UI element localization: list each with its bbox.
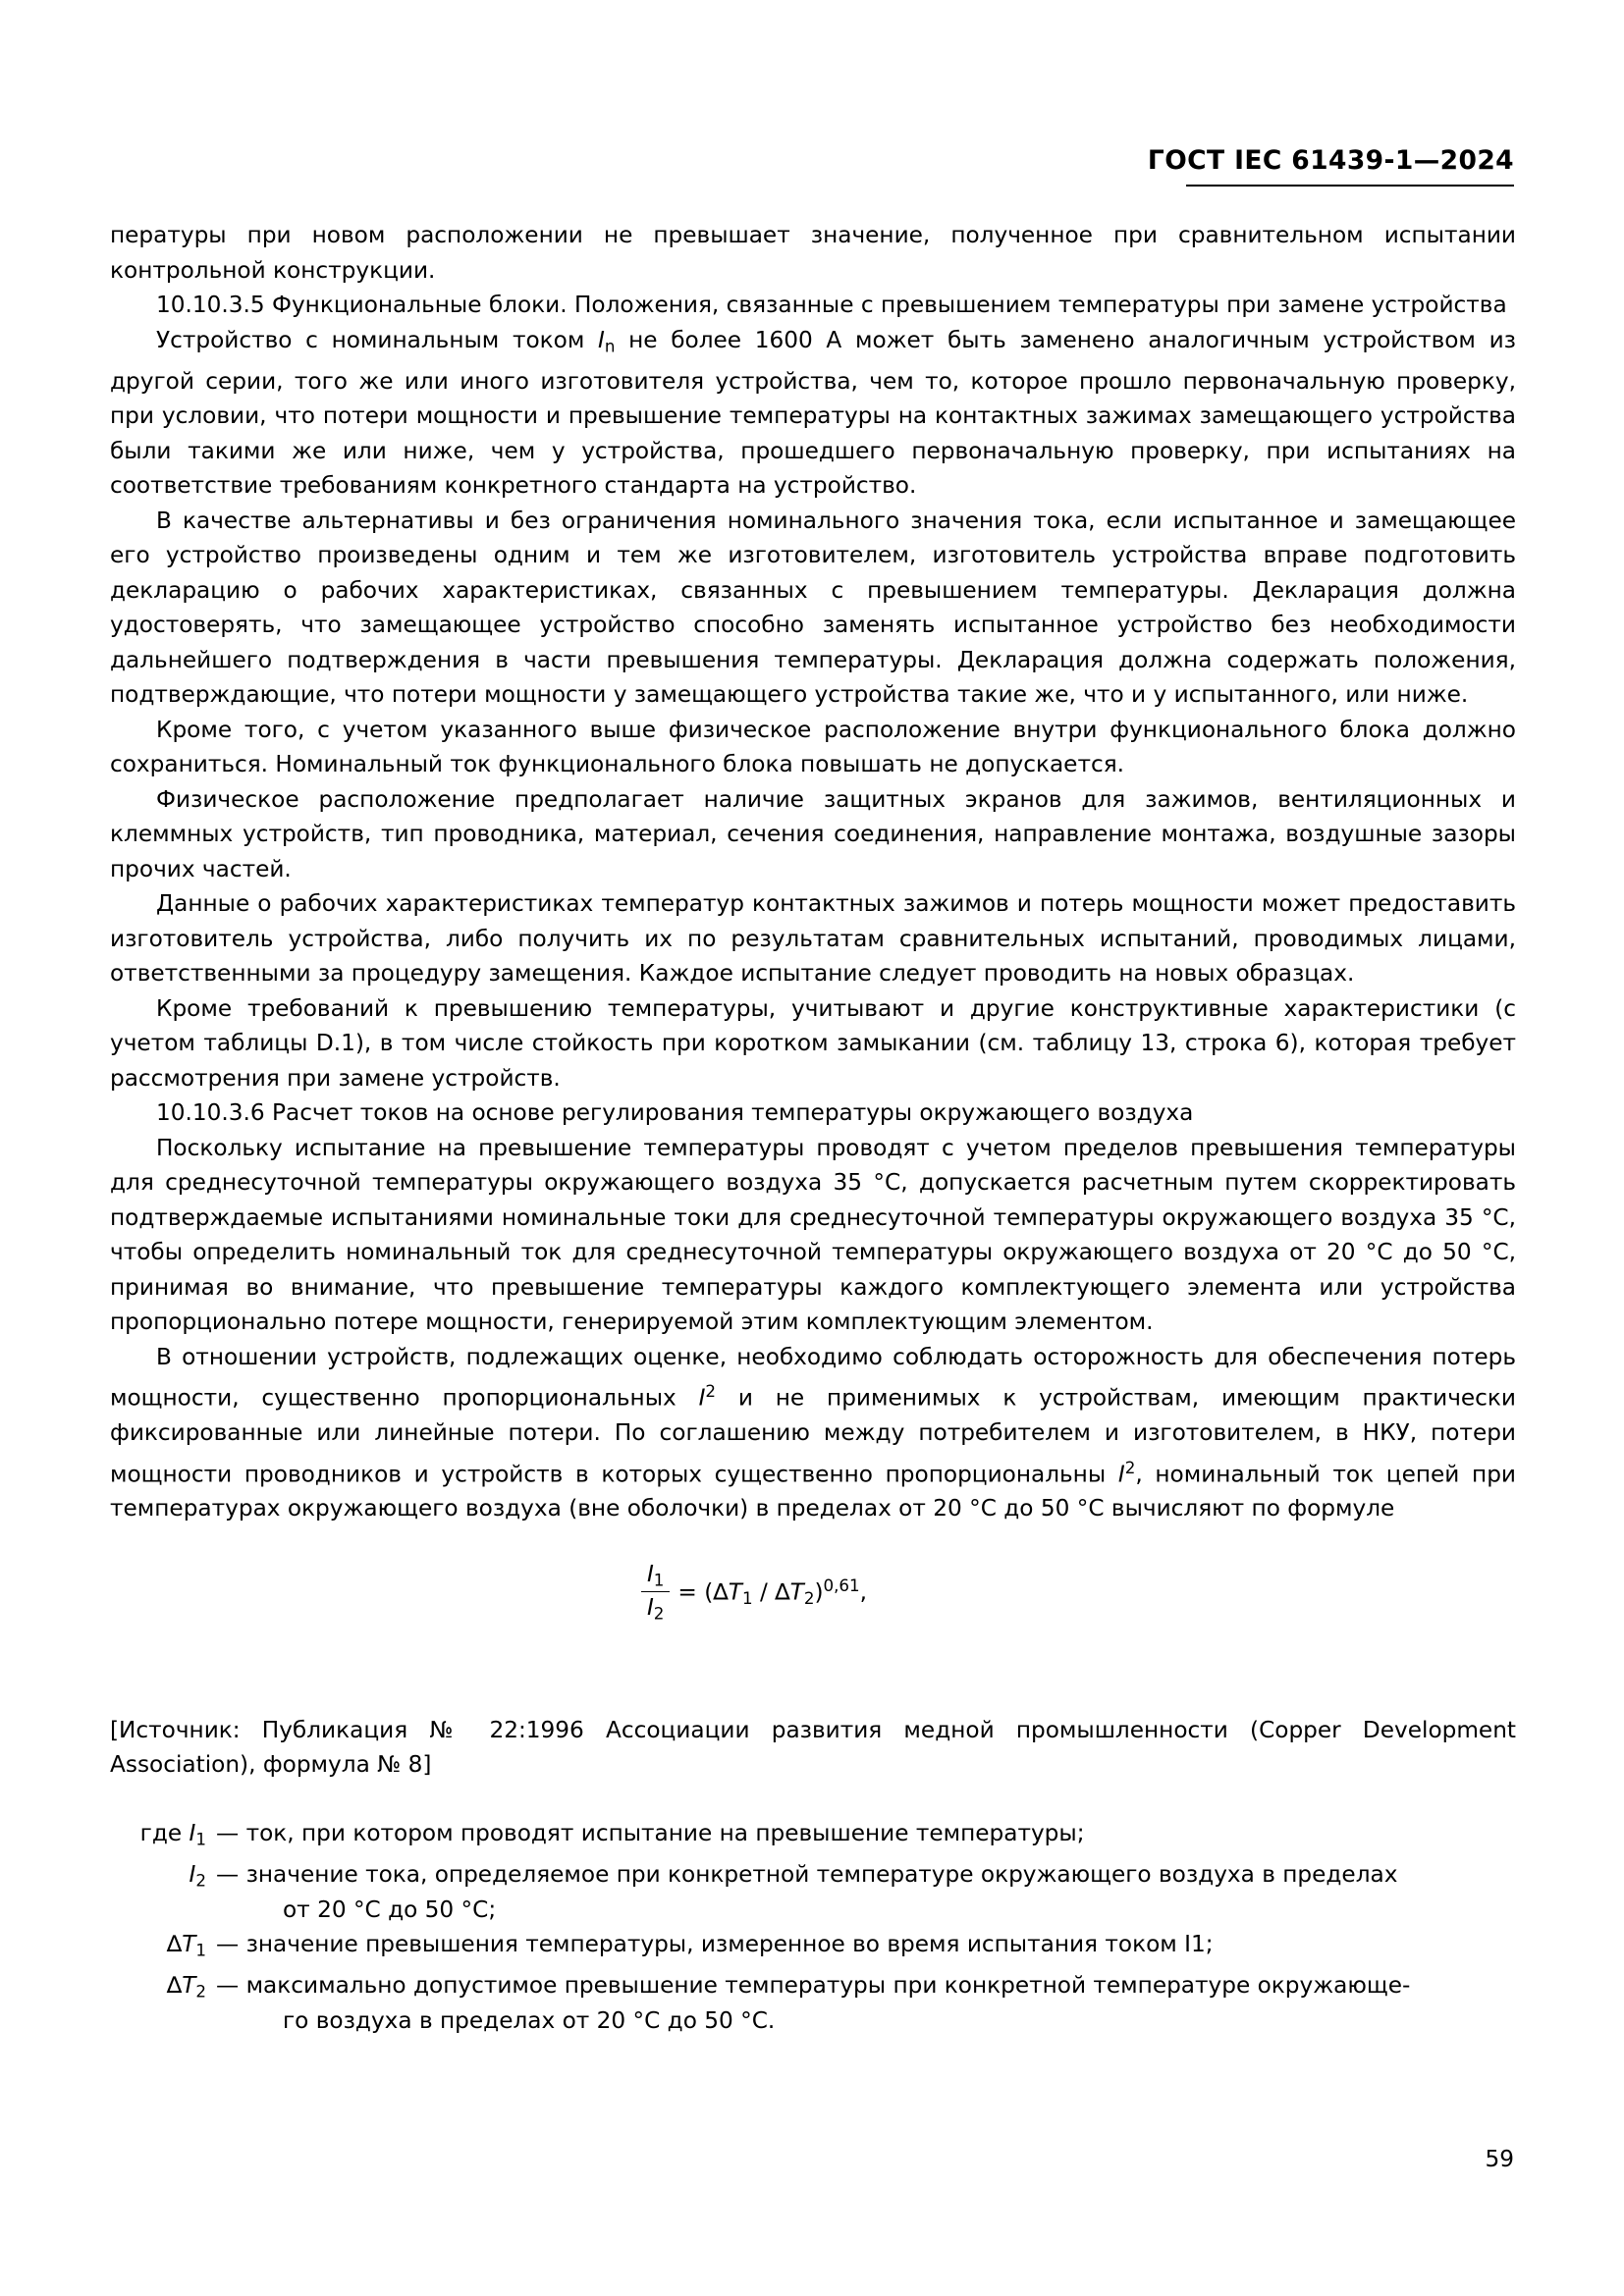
- where-text-continued: от 20 °C до 50 °C;: [283, 1896, 497, 1923]
- denominator-subscript: 2: [653, 1604, 665, 1625]
- formula-right-side: [677, 1576, 867, 1607]
- where-row-delta-t1: [110, 1927, 1516, 1968]
- paragraph-continued: пературы при новом расположении не превышает значение, полученное при сравнительном испытании контрольной конструкции.: [110, 222, 1516, 284]
- where-dash: —: [216, 1931, 246, 1958]
- numerator-symbol: I: [646, 1560, 654, 1587]
- header-divider: [1186, 185, 1514, 187]
- temp-subscript-2: 2: [803, 1588, 815, 1609]
- page-number: 59: [1485, 2146, 1514, 2172]
- text-fragment: и не применимых к устройствам, имеющим практически фиксированные или линейные потери. По соглашению между потребителем и изготовителем, в НКУ, потери мощности проводников и устройств в которых существенно пропорциональны: [110, 1384, 1516, 1487]
- delta-2: ∆: [775, 1578, 790, 1606]
- closing-paren: ): [814, 1578, 824, 1606]
- where-definition-i2: [216, 1857, 1516, 1927]
- text-fragment: В отношении устройств, подлежащих оценке, необходимо соблюдать осторожность для обеспечения потерь мощности, существенно пропорциональных: [110, 1343, 1516, 1412]
- where-row-i1: [110, 1816, 1516, 1857]
- where-symbol-glyph: I: [189, 1861, 196, 1889]
- where-definitions: [110, 1816, 1516, 2038]
- temp-subscript-1: 1: [741, 1588, 753, 1609]
- where-text: значение тока, определяемое при конкретной температуре окружающего воздуха в пределах: [245, 1861, 1398, 1889]
- paragraph-ambient-temperature: Поскольку испытание на превышение температуры проводят с учетом пределов превышения температуры для среднесуточной температуры окружающего воздуха 35 °C, допускается расчетным путем скорректировать подтверждаемые испытаниями номинальные токи для среднесуточной температуры окружающего воздуха 35 °C, чтобы определить номинальный ток для среднесуточной температуры окружающего воздуха от 20 °C до 50 °C, принимая во внимание, что превышение температуры каждого комплектующего элемента или устройства пропорционально потере мощности, генерируемой этим комплектующим элементом.: [110, 1134, 1516, 1336]
- exponent-value: 0,61: [823, 1575, 860, 1596]
- clause-10-10-3-6-heading: 10.10.3.6 Расчет токов на основе регулирования температуры окружающего воздуха: [156, 1099, 1194, 1127]
- superscript-2-a: 2: [705, 1381, 717, 1402]
- where-symbol-i2: [110, 1857, 216, 1898]
- where-dash: —: [216, 1861, 246, 1889]
- paragraph-alternative-declaration: В качестве альтернативы и без ограничения номинального значения тока, если испытанное и замещающее его устройство произведены одним и тем же изготовителем, изготовитель устройства вправе подготовить декларацию о рабочих характеристиках, связанных с превышением температуры. Декларация должна удостоверять, что замещающее устройство способно заменять испытанное устройство без необходимости дальнейшего подтверждения в части превышения температуры. Декларация должна содержать положения, подтверждающие, что потери мощности у замещающего устройства такие же, что и у испытанного, или ниже.: [110, 507, 1516, 709]
- text-fragment: , номинальный ток цепей при температурах окружающего воздуха (вне оболочки) в пределах от 20 °C до 50 °C вычисляют по формуле: [110, 1460, 1516, 1522]
- text-fragment: не более 1600 A может быть заменено аналогичным устройством из другой серии, того же или иного изготовителя устройства, чем то, которое прошло первоначальную проверку, при условии, что потери мощности и превышение температуры на контактных зажимах замещающего устройства были такими же или ниже, чем у устройства, прошедшего первоначальную проверку, при испытаниях на соответствие требованиям конкретного стандарта на устройство.: [110, 326, 1516, 500]
- where-definition-i1: [216, 1816, 1516, 1851]
- subscript-n: n: [604, 336, 616, 356]
- symbol-current-squared-2: I: [1117, 1460, 1125, 1487]
- paragraph-device-replacement: [110, 323, 1516, 504]
- where-text: значение превышения температуры, измеренное во время испытания током I1;: [245, 1931, 1214, 1958]
- source-text: [Источник: Публикация № 22:1996 Ассоциации развития медной промышленности (Copper Development Association), формула № 8]: [110, 1716, 1516, 1779]
- superscript-2-b: 2: [1124, 1457, 1136, 1477]
- paragraph-physical-arrangement: Кроме того, с учетом указанного выше физическое расположение внутри функционального блока должно сохраниться. Номинальный ток функционального блока повышать не допускается.: [110, 716, 1516, 778]
- where-symbol-subscript: 1: [195, 1829, 206, 1849]
- where-intro-word: где: [139, 1819, 189, 1846]
- where-symbol-i1: [110, 1816, 216, 1857]
- fraction-denominator: [641, 1592, 670, 1623]
- temp-symbol-1: T: [728, 1578, 742, 1606]
- where-row-delta-t2: [110, 1968, 1516, 2038]
- formula-current-ratio: [641, 1562, 867, 1624]
- symbol-current-in: I: [598, 326, 605, 353]
- where-symbol-glyph: I: [189, 1819, 196, 1846]
- formula-block: [110, 1562, 1516, 1670]
- numerator-subscript: 1: [653, 1570, 665, 1590]
- where-row-i2: [110, 1857, 1516, 1927]
- formula-comma: ,: [859, 1578, 868, 1606]
- denominator-symbol: I: [646, 1594, 654, 1622]
- text-fragment: Устройство с номинальным током: [156, 326, 599, 353]
- where-text-continued: го воздуха в пределах от 20 °C до 50 °C.: [283, 2006, 776, 2034]
- where-text: ток, при котором проводят испытание на превышение температуры;: [245, 1819, 1085, 1846]
- where-symbol-subscript: 1: [195, 1940, 206, 1960]
- paragraph-performance-data: Данные о рабочих характеристиках температур контактных зажимов и потерь мощности может предоставить изготовитель устройства, либо получить их по результатам сравнительных испытаний, проводимых лицами, ответственными за процедуру замещения. Каждое испытание следует проводить на новых образцах.: [110, 890, 1516, 988]
- page-content: [110, 218, 1516, 2038]
- formula-source-note: [110, 1713, 1516, 1783]
- where-definition-delta-t2: [216, 1968, 1516, 2038]
- where-symbol-delta-t1: [110, 1927, 216, 1968]
- paragraph-arrangement-details: Физическое расположение предполагает наличие защитных экранов для зажимов, вентиляционных и клеммных устройств, тип проводника, материал, сечения соединения, направление монтажа, воздушные зазоры прочих частей.: [110, 785, 1516, 882]
- fraction-i1-i2: [641, 1562, 670, 1624]
- paragraph-power-losses: [110, 1340, 1516, 1526]
- where-text: максимально допустимое превышение температуры при конкретной температуре окружающе-: [245, 1972, 1411, 2000]
- where-symbol-glyph: ∆T: [166, 1972, 196, 2000]
- where-dash: —: [216, 1972, 246, 2000]
- where-symbol-subscript: 2: [195, 1870, 206, 1891]
- fraction-numerator: [641, 1562, 670, 1591]
- page-header-standard: ГОСТ IEC 61439-1—2024: [1147, 145, 1514, 176]
- temp-symbol-2: T: [789, 1578, 804, 1606]
- where-symbol-delta-t2: [110, 1968, 216, 2009]
- equals-sign: = (: [677, 1578, 714, 1606]
- where-definition-delta-t1: [216, 1927, 1516, 1962]
- where-symbol-subscript: 2: [195, 1981, 206, 2002]
- clause-10-10-3-5-heading: 10.10.3.5 Функциональные блоки. Положения, связанные с превышением температуры при замене устройства: [156, 292, 1507, 318]
- division-slash: /: [759, 1578, 776, 1606]
- paragraph-other-requirements: Кроме требований к превышению температуры, учитывают и другие конструктивные характеристики (с учетом таблицы D.1), в том числе стойкость при коротком замыкании (см. таблицу 13, строка 6), которая требует рассмотрения при замене устройств.: [110, 994, 1516, 1092]
- where-symbol-glyph: ∆T: [166, 1931, 196, 1958]
- delta-1: ∆: [713, 1578, 729, 1606]
- symbol-current-squared-1: I: [698, 1384, 706, 1412]
- where-dash: —: [216, 1819, 246, 1846]
